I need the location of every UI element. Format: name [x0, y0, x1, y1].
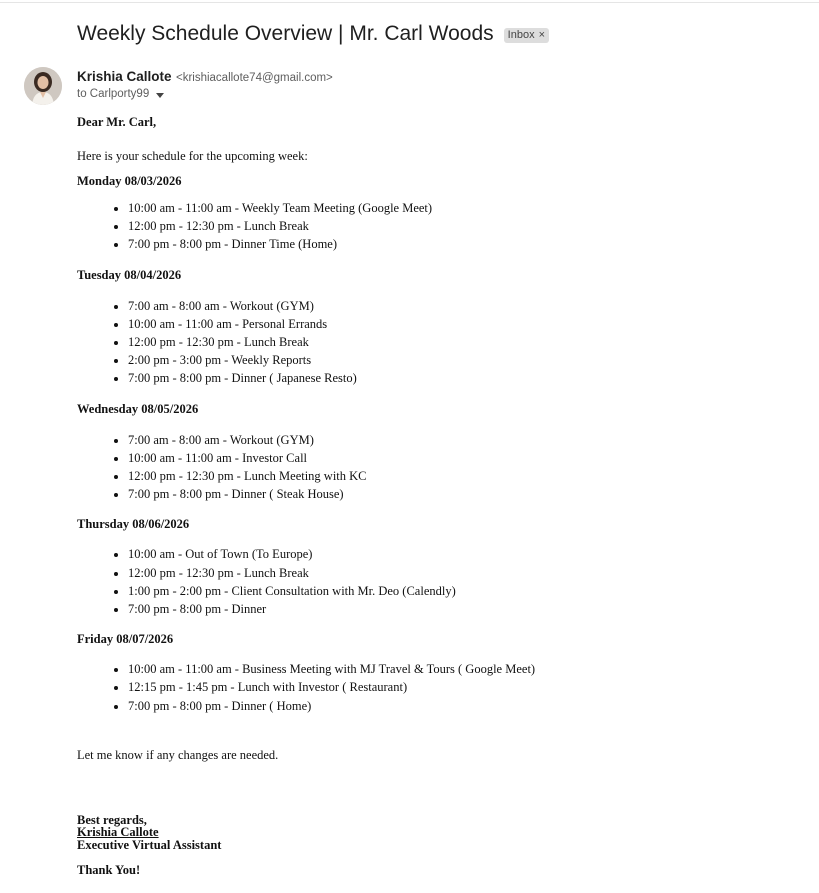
signoff: Best regards,: [77, 812, 147, 827]
sender-email: <krishiacallote74@gmail.com>: [175, 72, 333, 84]
sender-avatar[interactable]: [24, 67, 62, 105]
closing-text: Let me know if any changes are needed.: [77, 747, 279, 762]
list-item: • 7:00 pm - 8:00 pm - Dinner ( Japanese Resto): [128, 369, 777, 387]
inbox-label-text: Inbox: [507, 28, 535, 41]
signature-block: [77, 814, 777, 877]
list-item: • 10:00 am - 11:00 am - Investor Call: [128, 449, 777, 467]
list-item: • 12:15 pm - 1:45 pm - Lunch with Investor ( Restaurant): [128, 678, 777, 696]
recipient-text: to Carlporty99: [77, 88, 150, 100]
list-item: • 10:00 am - 11:00 am - Weekly Team Meeting (Google Meet): [128, 199, 777, 217]
top-divider: [0, 2, 819, 3]
day-heading-wednesday: Wednesday 08/05/2026: [77, 401, 199, 416]
day-heading-tuesday: Tuesday 08/04/2026: [77, 267, 182, 282]
email-body: [77, 114, 777, 877]
subject-row: [77, 22, 549, 46]
list-item: • 12:00 pm - 12:30 pm - Lunch Break: [128, 217, 777, 235]
signature-title: Executive Virtual Assistant: [77, 837, 222, 852]
day-heading-friday: Friday 08/07/2026: [77, 632, 174, 647]
signature-name-link[interactable]: Krishia Callote: [77, 825, 159, 840]
list-item: • 10:00 am - 11:00 am - Business Meeting with MJ Travel & Tours ( Google Meet): [128, 660, 777, 678]
list-item: • 12:00 pm - 12:30 pm - Lunch Break: [128, 333, 777, 351]
thanks-text: Thank You!: [77, 863, 141, 878]
show-details-dropdown-icon[interactable]: [156, 93, 164, 98]
monday-schedule-list: [77, 199, 777, 254]
avatar-photo-icon: [24, 67, 62, 105]
list-item: • 10:00 am - Out of Town (To Europe): [128, 545, 777, 563]
thursday-schedule-list: [77, 545, 777, 618]
recipient-row: [77, 88, 164, 100]
day-heading-monday: Monday 08/03/2026: [77, 174, 182, 188]
list-item: • 7:00 pm - 8:00 pm - Dinner: [128, 600, 777, 618]
wednesday-schedule-list: [77, 431, 777, 504]
greeting: Dear Mr. Carl,: [77, 115, 157, 129]
day-heading-thursday: Thursday 08/06/2026: [77, 517, 190, 532]
list-item: • 10:00 am - 11:00 am - Personal Errands: [128, 315, 777, 333]
list-item: • 1:00 pm - 2:00 pm - Client Consultation with Mr. Deo (Calendly): [128, 582, 777, 600]
sender-name[interactable]: Krishia Callote: [77, 69, 172, 84]
list-item: • 2:00 pm - 3:00 pm - Weekly Reports: [128, 351, 777, 369]
list-item: • 7:00 pm - 8:00 pm - Dinner Time (Home): [128, 235, 777, 253]
intro-text: Here is your schedule for the upcoming week:: [77, 149, 308, 163]
list-item: • 7:00 am - 8:00 am - Workout (GYM): [128, 431, 777, 449]
list-item: • 7:00 pm - 8:00 pm - Dinner ( Steak House): [128, 485, 777, 503]
inbox-label-chip[interactable]: [504, 28, 549, 43]
email-subject: Weekly Schedule Overview | Mr. Carl Woods: [77, 22, 494, 45]
remove-label-icon[interactable]: ×: [538, 28, 546, 41]
list-item: • 12:00 pm - 12:30 pm - Lunch Break: [128, 564, 777, 582]
sender-row: [77, 68, 333, 86]
tuesday-schedule-list: [77, 297, 777, 388]
list-item: • 7:00 pm - 8:00 pm - Dinner ( Home): [128, 697, 777, 715]
friday-schedule-list: [77, 660, 777, 715]
list-item: • 12:00 pm - 12:30 pm - Lunch Meeting with KC: [128, 467, 777, 485]
list-item: • 7:00 am - 8:00 am - Workout (GYM): [128, 297, 777, 315]
